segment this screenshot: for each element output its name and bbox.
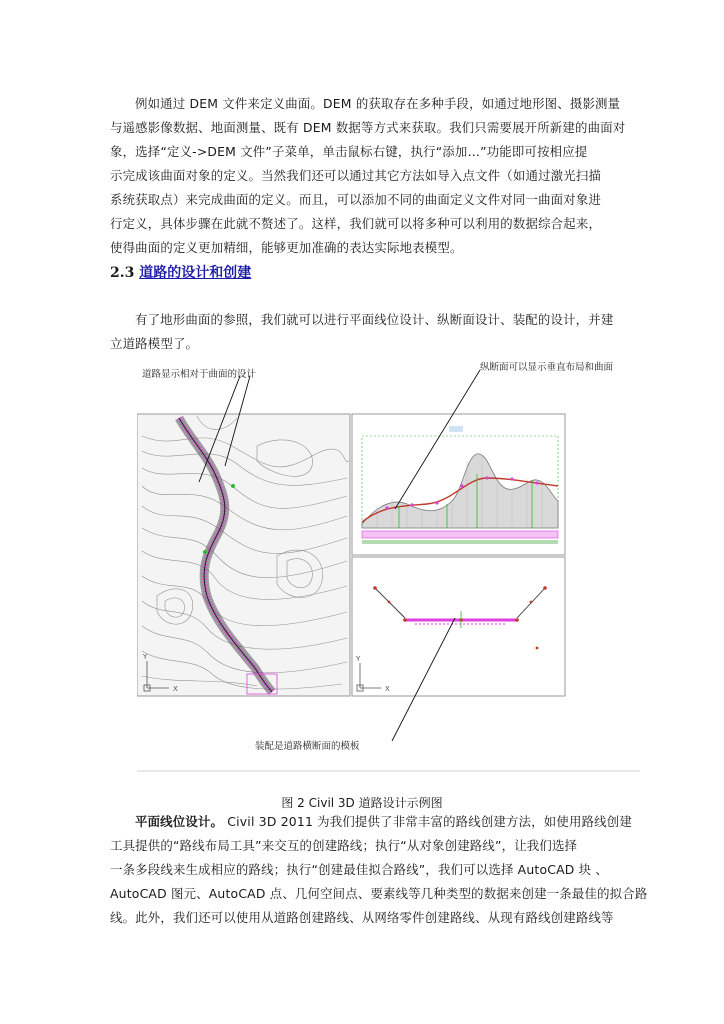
text-line: 行定义，具体步骤在此就不赘述了。这样，我们就可以将多种可以利用的数据综合起来， — [110, 216, 602, 231]
profile-band — [362, 531, 558, 538]
road-design-paragraph — [110, 308, 620, 356]
section-number: 2.3 — [110, 265, 135, 281]
text-line: 与遥感影像数据、地面测量、既有 DEM 数据等方式来获取。我们只需要展开所新建的曲面对 — [110, 120, 626, 135]
text-line: 系统获取点）来完成曲面的定义。而且，可以添加不同的曲面定义文件对同一曲面对象进 — [110, 192, 602, 207]
assembly-axis-x-label: X — [385, 685, 390, 693]
alignment-design-paragraph — [110, 810, 648, 930]
green-marker — [203, 550, 207, 554]
text-line: 立道路模型了。 — [110, 336, 199, 351]
civil3d-figure — [137, 356, 640, 772]
text-line: 线。此外，我们还可以使用从道路创建路线、从网络零件创建路线、从现有路线创建路线等 — [110, 910, 614, 925]
text-line: AutoCAD 图元、AutoCAD 点、几何空间点、要素线等几种类型的数据来创建一条最佳的拟合路 — [110, 886, 648, 901]
text-line: 使得曲面的定义更加精细，能够更加准确的表达实际地表模型。 — [110, 240, 463, 255]
text-line — [110, 810, 632, 834]
road-callout-text: 道路显示相对于曲面的设计 — [142, 369, 257, 380]
assembly-callout-text: 装配是道路横断面的模板 — [255, 741, 360, 752]
text-run: Civil 3D 2011 为我们提供了非常丰富的路线创建方法，如使用路线创建 — [223, 814, 632, 829]
plan-axis-y-label: Y — [143, 653, 148, 661]
text-line: 象，选择“定义->DEM 文件”子菜单，单击鼠标右键，执行“添加…”功能即可按相应提 — [110, 144, 588, 159]
section-title-link[interactable]: 道路的设计和创建 — [139, 265, 252, 281]
profile-band-green — [362, 540, 558, 544]
profile-label-box — [449, 426, 463, 432]
plan-axis-x-label: X — [173, 685, 178, 693]
text-line: 一条多段线来生成相应的路线；执行“创建最佳拟合路线”，我们可以选择 AutoCAD 块 、 — [110, 862, 608, 877]
figure-caption: 图 2 Civil 3D 道路设计示例图 — [281, 796, 443, 810]
green-marker — [231, 484, 235, 488]
assembly-axis-y-label: Y — [356, 655, 361, 663]
assembly-view-panel — [352, 557, 565, 696]
profile-callout-text: 纵断面可以显示垂直布局和曲面 — [480, 362, 614, 373]
figure-drawing — [137, 356, 640, 772]
text-line: 例如通过 DEM 文件来定义曲面。DEM 的获取存在多种手段，如通过地形图、摄影测量 — [135, 96, 621, 111]
text-line: 工具提供的“路线布局工具”来交互的创建路线；执行“从对象创建路线”，让我们选择 — [110, 838, 578, 853]
text-line: 有了地形曲面的参照，我们就可以进行平面线位设计、纵断面设计、装配的设计，并建 — [135, 312, 614, 327]
text-line: 示完成该曲面对象的定义。当然我们还可以通过其它方法如导入点文件（如通过激光扫描 — [110, 168, 602, 183]
section-heading — [110, 262, 251, 282]
intro-paragraph — [110, 92, 626, 260]
bold-lead-text: 平面线位设计。 — [135, 814, 224, 829]
